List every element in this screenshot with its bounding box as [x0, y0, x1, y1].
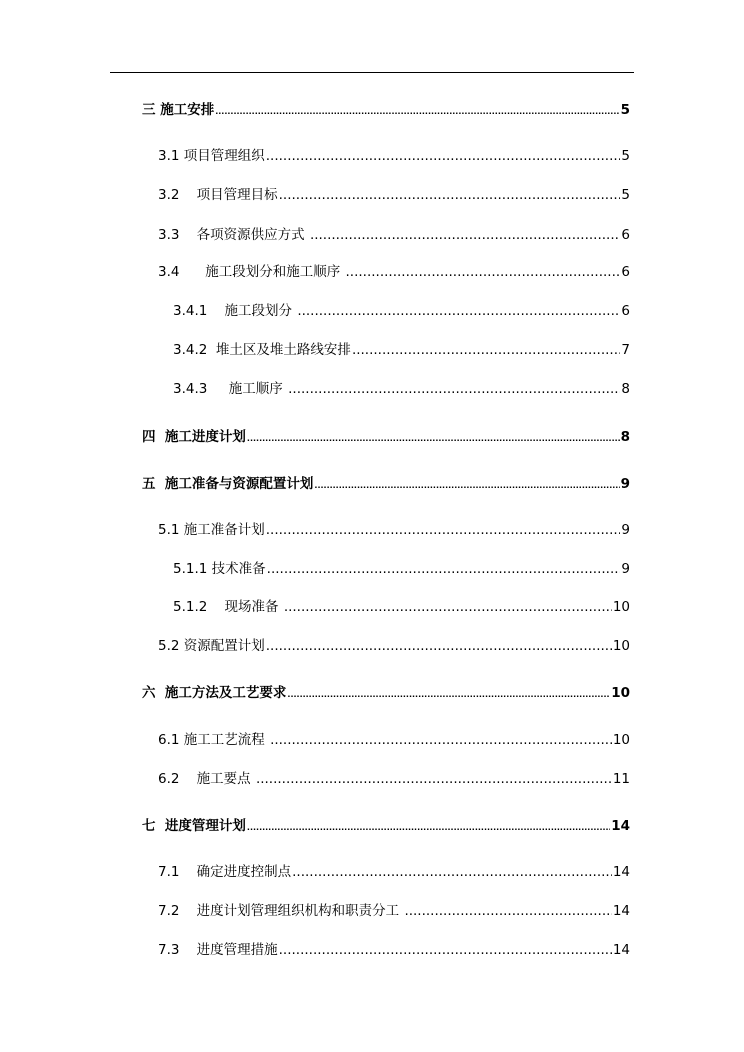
toc-leader-dots: [266, 144, 621, 168]
toc-page-number: 10: [612, 599, 630, 615]
toc-entry-label: 6.1 施工工艺流程: [158, 732, 270, 748]
toc-page-number: 9: [621, 561, 630, 577]
toc-leader-dots: [310, 223, 620, 247]
toc-page-number: 14: [612, 864, 630, 880]
toc-entry-3-4-1[interactable]: [173, 299, 630, 323]
toc-entry-label: 7.2 进度计划管理组织机构和职责分工: [158, 903, 404, 919]
toc-entry-label: 5.1.1 技术准备: [173, 561, 266, 577]
toc-entry-chapter-5[interactable]: [142, 472, 630, 496]
toc-entry-3-2[interactable]: [158, 183, 630, 207]
toc-page-number: 14: [612, 942, 630, 958]
toc-page-number: 5: [620, 102, 630, 118]
toc-leader-dots: [352, 338, 620, 362]
toc-leader-dots: [288, 377, 620, 401]
toc-entry-3-3[interactable]: [158, 223, 630, 247]
toc-leader-dots: [215, 100, 619, 124]
toc-page-number: 10: [612, 732, 630, 748]
toc-entry-3-4-2[interactable]: [173, 338, 630, 362]
toc-page-number: 14: [612, 903, 630, 919]
toc-leader-dots: [292, 860, 612, 884]
toc-entry-6-2[interactable]: [158, 767, 630, 791]
toc-entry-label: 3.2 项目管理目标: [158, 187, 278, 203]
toc-page-number: 8: [621, 381, 630, 397]
toc-page-number: 6: [621, 264, 630, 280]
toc-page-number: 10: [611, 685, 630, 701]
toc-leader-dots: [404, 899, 611, 923]
toc-page-number: 9: [620, 476, 630, 492]
toc-entry-chapter-4[interactable]: [142, 425, 630, 449]
toc-leader-dots: [256, 767, 612, 791]
toc-page-number: 5: [621, 148, 630, 164]
toc-entry-label: 5.2 资源配置计划: [158, 638, 265, 654]
toc-page-number: 10: [612, 638, 630, 654]
toc-page-number: 8: [620, 429, 630, 445]
toc-entry-5-1-1[interactable]: [173, 557, 630, 581]
toc-entry-3-4-3[interactable]: [173, 377, 630, 401]
toc-page-number: 14: [611, 818, 630, 834]
header-rule: [110, 72, 634, 73]
toc-entry-label: 五 施工准备与资源配置计划: [142, 476, 314, 492]
toc-entry-label: 7.3 进度管理措施: [158, 942, 278, 958]
toc-leader-dots: [279, 938, 612, 962]
toc-leader-dots: [267, 557, 621, 581]
toc-leader-dots: [297, 299, 620, 323]
toc-leader-dots: [247, 427, 620, 451]
toc-leader-dots: [314, 474, 619, 498]
toc-leader-dots: [247, 816, 610, 840]
toc-entry-label: 5.1 施工准备计划: [158, 522, 265, 538]
toc-page-number: 6: [621, 303, 630, 319]
toc-entry-label: 六 施工方法及工艺要求: [142, 685, 287, 701]
toc-entry-label: 7.1 确定进度控制点: [158, 864, 292, 880]
toc-entry-label: 5.1.2 现场准备: [173, 599, 283, 615]
toc-entry-5-2[interactable]: [158, 634, 630, 658]
toc-leader-dots: [346, 260, 621, 284]
toc-page-number: 6: [621, 227, 630, 243]
toc-entry-7-2[interactable]: [158, 899, 630, 923]
toc-entry-3-4[interactable]: [158, 260, 630, 284]
toc-entry-chapter-3[interactable]: [142, 98, 630, 122]
toc-leader-dots: [270, 728, 612, 752]
toc-entry-3-1[interactable]: [158, 144, 630, 168]
toc-entry-5-1[interactable]: [158, 518, 630, 542]
toc-entry-label: 3.4.3 施工顺序: [173, 381, 288, 397]
toc-leader-dots: [266, 634, 612, 658]
toc-entry-label: 6.2 施工要点: [158, 771, 255, 787]
toc-entry-7-3[interactable]: [158, 938, 630, 962]
toc-leader-dots: [287, 683, 610, 707]
toc-entry-chapter-6[interactable]: [142, 681, 630, 705]
toc-entry-label: 3.4.1 施工段划分: [173, 303, 297, 319]
toc-page-number: 5: [621, 187, 630, 203]
toc-entry-7-1[interactable]: [158, 860, 630, 884]
toc-entry-label: 三 施工安排: [142, 102, 215, 118]
toc-page-number: 9: [621, 522, 630, 538]
toc-entry-5-1-2[interactable]: [173, 595, 630, 619]
toc-page-number: 11: [612, 771, 630, 787]
toc-entry-label: 四 施工进度计划: [142, 429, 246, 445]
toc-page-number: 7: [621, 342, 630, 358]
toc-leader-dots: [279, 183, 621, 207]
toc-entry-label: 3.1 项目管理组织: [158, 148, 265, 164]
toc-entry-label: 3.3 各项资源供应方式: [158, 227, 309, 243]
toc-entry-label: 3.4.2 堆土区及堆土路线安排: [173, 342, 351, 358]
toc-entry-chapter-7[interactable]: [142, 814, 630, 838]
toc-entry-label: 七 进度管理计划: [142, 818, 246, 834]
toc-leader-dots: [266, 518, 621, 542]
toc-leader-dots: [284, 595, 612, 619]
toc-entry-6-1[interactable]: [158, 728, 630, 752]
toc-entry-label: 3.4 施工段划分和施工顺序: [158, 264, 345, 280]
